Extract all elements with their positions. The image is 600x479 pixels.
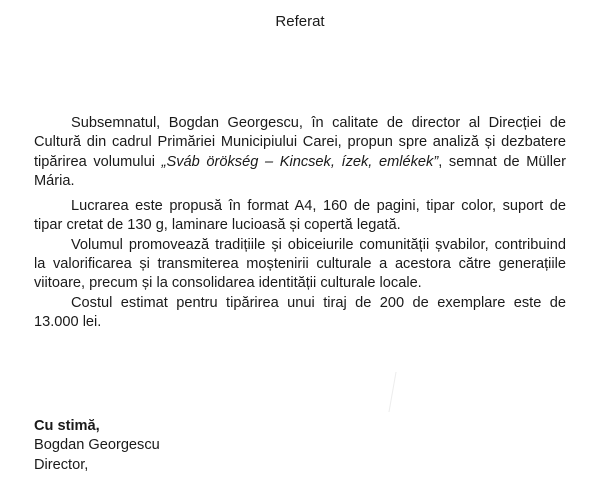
paragraph-intro — [34, 114, 566, 191]
book-title: „Sváb örökség – Kincsek, ízek, emlékek” — [161, 153, 439, 170]
paragraph-specifications: Lucrarea este propusă în format A4, 160 de pagini, tipar color, suport de tipar cretat de 130 g, laminare lucioasă și copertă legată. — [34, 198, 566, 234]
signature-name: Bogdan Georgescu — [34, 437, 160, 454]
signature-role: Director, — [34, 456, 89, 473]
paragraph-intro-author: , semnat de Müller Mária. — [34, 153, 567, 189]
faint-pen-mark — [388, 372, 414, 412]
document-title: Referat — [275, 13, 325, 30]
document-body — [34, 114, 566, 332]
signature-block — [34, 417, 160, 475]
paragraph-purpose: Volumul promovează tradițiile și obiceiurile comunității șvabilor, contribuind la valorificarea și transmiterea moștenirii culturale a acestora către generațiile viitoare, precum și la consolidarea identității culturale locale. — [34, 236, 566, 292]
paragraph-intro-text: Subsemnatul, Bogdan Georgescu, în calitate de director al Direcției de Cultură din cadrul Primăriei Municipiului Carei, propun spre analiză și dezbatere tipărirea volumului — [34, 115, 566, 170]
paragraph-cost: Costul estimat pentru tipărirea unui tiraj de 200 de exemplare este de 13.000 lei. — [34, 294, 566, 330]
signature-closing: Cu stimă, — [34, 418, 100, 434]
